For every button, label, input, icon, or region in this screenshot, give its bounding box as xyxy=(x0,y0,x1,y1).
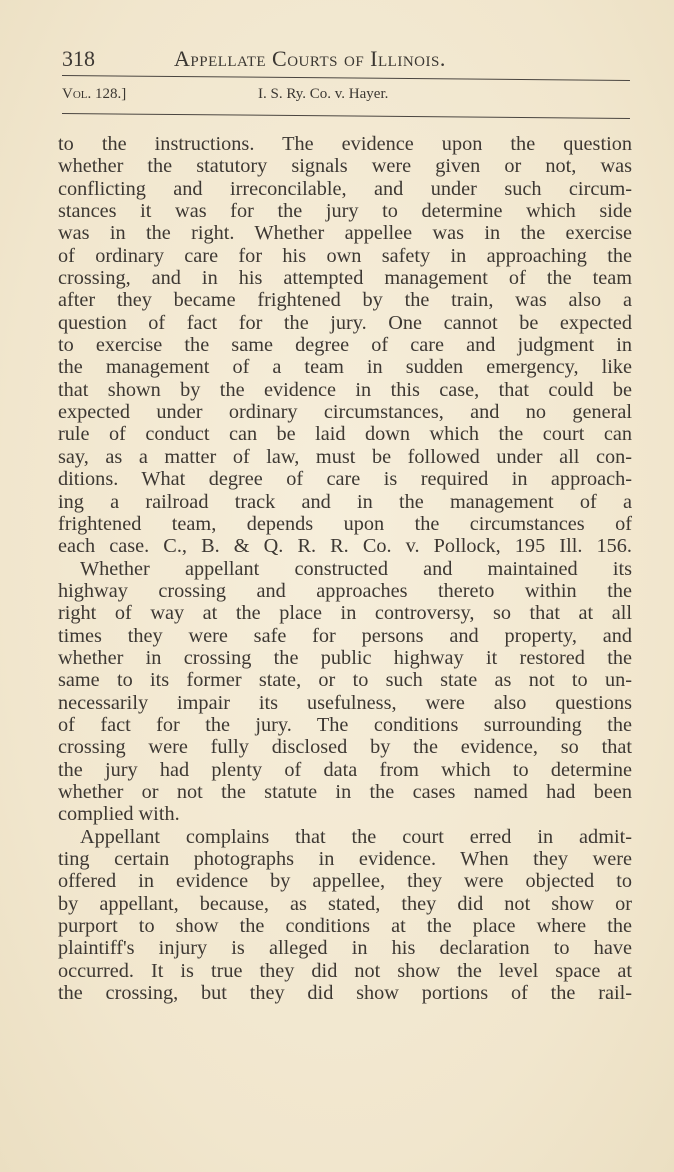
text-line: times they were safe for persons and property, and xyxy=(58,624,632,647)
text-line: ting certain photographs in evidence. When they were xyxy=(58,848,632,870)
text-line: rule of conduct can be laid down which the court can xyxy=(58,423,632,446)
text-line: the management of a team in sudden emergency, like xyxy=(58,356,632,379)
text-line: crossing, and in his attempted management of the team xyxy=(58,267,632,290)
header-rule-top xyxy=(62,75,630,81)
text-line: complied with. xyxy=(58,803,180,826)
text-line: purport to show the conditions at the place where the xyxy=(58,915,632,938)
text-line: whether the statutory signals were given or not, was xyxy=(58,155,632,178)
text-line: by appellant, because, as stated, they did not show or xyxy=(58,892,632,915)
text-line: of fact for the jury. The conditions surrounding the xyxy=(58,713,632,736)
case-name: I. S. Ry. Co. v. Hayer. xyxy=(258,86,389,102)
running-head xyxy=(62,40,632,74)
text-line: conflicting and irreconcilable, and under such circum- xyxy=(58,177,632,200)
running-title: Appellate Courts of Illinois. xyxy=(174,46,446,71)
text-line: occurred. It is true they did not show the level space at xyxy=(58,959,632,982)
volume-label: Vol. 128.] xyxy=(62,86,127,102)
text-line: necessarily impair its usefulness, were also questions xyxy=(58,691,632,714)
text-line: Appellant complains that the court erred in admit- xyxy=(80,825,632,848)
text-line: that shown by the evidence in this case, that could be xyxy=(58,378,632,401)
text-line: expected under ordinary circumstances, and no general xyxy=(58,401,632,424)
page-number: 318 xyxy=(62,46,95,71)
text-line: frightened team, depends upon the circumstances of xyxy=(58,512,632,535)
text-line: question of fact for the jury. One cannot be expected xyxy=(58,311,632,334)
text-line: Whether appellant constructed and maintained its xyxy=(80,557,632,580)
text-line: right of way at the place in controversy, so that at all xyxy=(58,602,632,625)
text-line: each case. C., B. & Q. R. R. Co. v. Pollock, 195 Ill. 156. xyxy=(58,535,632,558)
text-line: was in the right. Whether appellee was in the exercise xyxy=(58,222,632,245)
text-line: plaintiff's injury is alleged in his declaration to have xyxy=(58,937,632,960)
text-line: whether in crossing the public highway it restored the xyxy=(58,646,632,669)
text-line: ditions. What degree of care is required in approach- xyxy=(58,468,632,491)
text-line: whether or not the statute in the cases named had been xyxy=(58,780,632,803)
text-line: crossing were fully disclosed by the evidence, so that xyxy=(58,736,632,759)
body-text xyxy=(58,133,632,1004)
text-line: say, as a matter of law, must be followed under all con- xyxy=(58,445,632,468)
text-line: the crossing, but they did show portions of the rail- xyxy=(58,982,632,1005)
text-line: of ordinary care for his own safety in approaching the xyxy=(58,244,632,267)
text-line: offered in evidence by appellee, they were objected to xyxy=(58,870,632,893)
text-line: to the instructions. The evidence upon the question xyxy=(58,133,632,155)
text-line: same to its former state, or to such state as not to un- xyxy=(58,669,632,692)
text-line: stances it was for the jury to determine which side xyxy=(58,200,632,223)
header-rule-bottom xyxy=(62,113,630,119)
text-line: the jury had plenty of data from which to determine xyxy=(58,758,632,781)
text-line: highway crossing and approaches thereto within the xyxy=(58,579,632,602)
text-line: to exercise the same degree of care and judgment in xyxy=(58,334,632,357)
text-line: after they became frightened by the train, was also a xyxy=(58,289,632,312)
sub-head xyxy=(62,86,622,106)
text-line: ing a railroad track and in the management of a xyxy=(58,490,632,513)
